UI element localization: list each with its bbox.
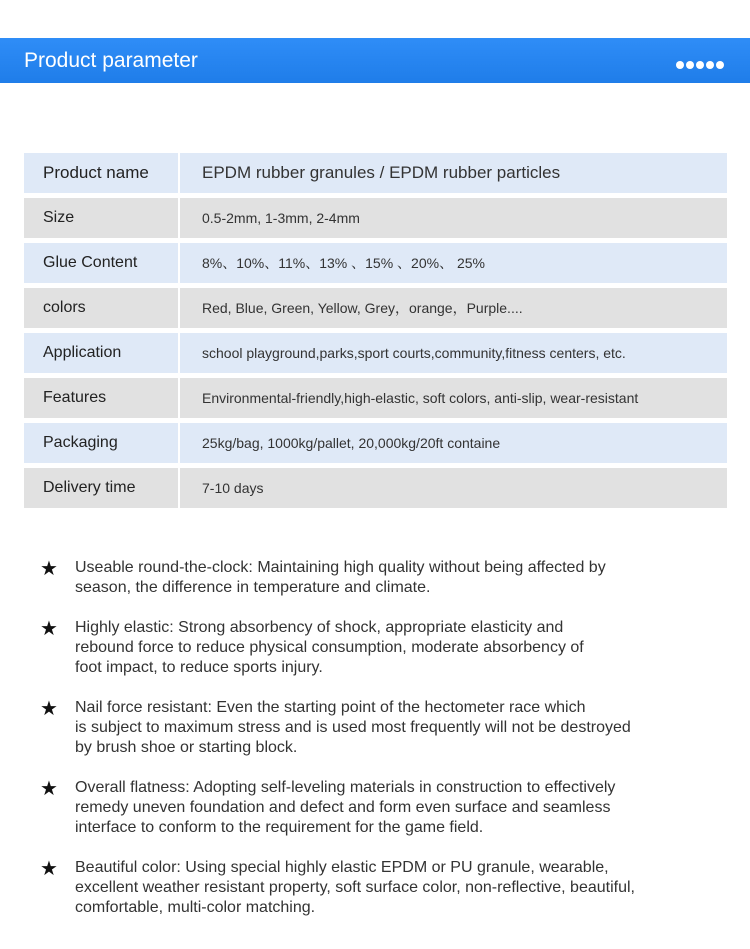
feature-text: Nail force resistant: Even the starting point of the hectometer race which is subject to maximum stress and is used most frequently will not be destroyed by brush shoe or starting block. <box>75 699 631 756</box>
star-icon: ★ <box>40 858 58 880</box>
feature-item <box>40 858 720 918</box>
row-label: Size <box>24 198 178 238</box>
row-value: EPDM rubber granules / EPDM rubber particles <box>180 153 727 193</box>
row-label: colors <box>24 288 178 328</box>
feature-item <box>40 618 720 678</box>
feature-item <box>40 558 720 598</box>
table-row <box>24 198 727 238</box>
row-value: school playground,parks,sport courts,community,fitness centers, etc. <box>180 333 727 373</box>
feature-list <box>40 558 720 938</box>
dot <box>676 61 684 69</box>
dot <box>696 61 704 69</box>
star-icon: ★ <box>40 558 58 580</box>
star-icon: ★ <box>40 618 58 640</box>
feature-text: Overall flatness: Adopting self-leveling materials in construction to effectively remedy uneven foundation and defect and form even surface and seamless interface to conform to the requirement for the game field. <box>75 779 616 836</box>
dot <box>686 61 694 69</box>
table-row <box>24 333 727 373</box>
row-label: Product name <box>24 153 178 193</box>
row-value: 0.5-2mm, 1-3mm, 2-4mm <box>180 198 727 238</box>
table-row <box>24 288 727 328</box>
table-row <box>24 243 727 283</box>
row-label: Features <box>24 378 178 418</box>
row-value: 25kg/bag, 1000kg/pallet, 20,000kg/20ft containe <box>180 423 727 463</box>
row-value: Red, Blue, Green, Yellow, Grey，orange，Purple.... <box>180 288 727 328</box>
row-label: Packaging <box>24 423 178 463</box>
table-row <box>24 423 727 463</box>
star-icon: ★ <box>40 698 58 720</box>
row-label: Glue Content <box>24 243 178 283</box>
dot <box>706 61 714 69</box>
row-value: 8%、10%、11%、13% 、15% 、20%、 25% <box>180 243 727 283</box>
dots-icon <box>676 61 724 69</box>
feature-text: Beautiful color: Using special highly elastic EPDM or PU granule, wearable, excellent weather resistant property, soft surface color, non-reflective, beautiful, comfortable, multi-color matching. <box>75 859 635 916</box>
table-row <box>24 153 727 193</box>
row-label: Application <box>24 333 178 373</box>
feature-item <box>40 698 720 758</box>
parameter-table <box>24 153 727 513</box>
dot <box>716 61 724 69</box>
feature-text: Useable round-the-clock: Maintaining high quality without being affected by season, the difference in temperature and climate. <box>75 559 606 596</box>
row-label: Delivery time <box>24 468 178 508</box>
row-value: Environmental-friendly,high-elastic, soft colors, anti-slip, wear-resistant <box>180 378 727 418</box>
star-icon: ★ <box>40 778 58 800</box>
feature-text: Highly elastic: Strong absorbency of shock, appropriate elasticity and rebound force to reduce physical consumption, moderate absorbency of foot impact, to reduce sports injury. <box>75 619 584 676</box>
row-value: 7-10 days <box>180 468 727 508</box>
feature-item <box>40 778 720 838</box>
section-title: Product parameter <box>24 49 198 72</box>
table-row <box>24 468 727 508</box>
section-header <box>0 38 750 83</box>
table-row <box>24 378 727 418</box>
